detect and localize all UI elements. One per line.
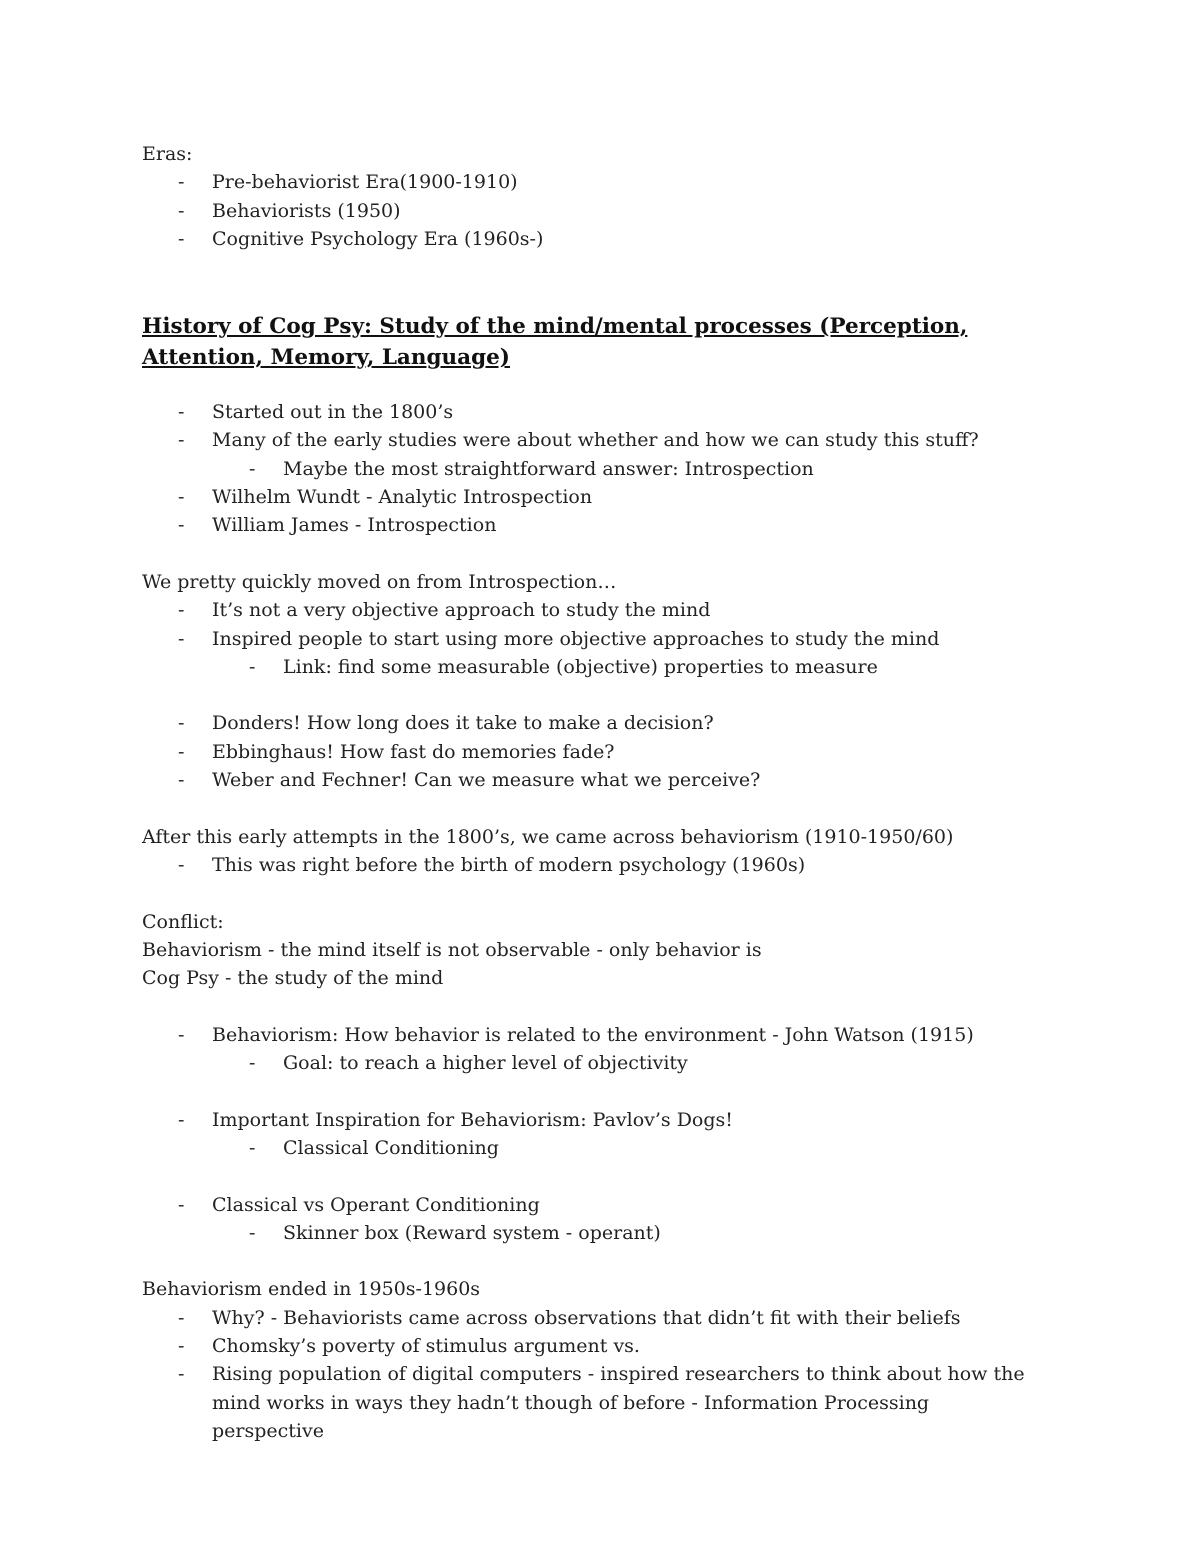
bullet-dash: - bbox=[178, 401, 185, 424]
list-item: - Classical vs Operant Conditioning bbox=[142, 1191, 1042, 1219]
bullet-dash: - bbox=[178, 171, 185, 194]
list-item: - This was right before the birth of modern psychology (1960s) bbox=[142, 851, 1042, 879]
bullet-dash: - bbox=[178, 599, 185, 622]
list-item: - Wilhelm Wundt - Analytic Introspection bbox=[142, 483, 1042, 511]
list-item: - Rising population of digital computers - inspired researchers to think about how the mind works in ways they hadn’t though of before - Information Processing perspective bbox=[142, 1360, 1042, 1445]
list-item: - Ebbinghaus! How fast do memories fade? bbox=[142, 738, 1042, 766]
bullet-dash: - bbox=[178, 853, 185, 876]
bullet-dash: - bbox=[178, 199, 185, 222]
paragraph: Cog Psy - the study of the mind bbox=[142, 967, 444, 990]
sub-list-item: - Skinner box (Reward system - operant) bbox=[142, 1219, 1042, 1247]
bullet-dash: - bbox=[178, 627, 185, 650]
list-item: - Why? - Behaviorists came across observations that didn’t fit with their beliefs bbox=[142, 1304, 1042, 1332]
bullet-dash: - bbox=[249, 1136, 256, 1159]
list-item: - Cognitive Psychology Era (1960s-) bbox=[142, 225, 1042, 253]
bullet-dash: - bbox=[178, 1334, 185, 1357]
paragraph: Behaviorism ended in 1950s-1960s bbox=[142, 1278, 481, 1301]
sub-list-item: - Classical Conditioning bbox=[142, 1134, 1042, 1162]
bullet-dash: - bbox=[178, 1108, 185, 1131]
bullet-dash: - bbox=[249, 655, 256, 678]
bullet-dash: - bbox=[178, 514, 185, 537]
bullet-dash: - bbox=[178, 769, 185, 792]
bullet-dash: - bbox=[178, 486, 185, 509]
list-item: - Donders! How long does it take to make a decision? bbox=[142, 709, 1042, 737]
bullet-dash: - bbox=[178, 1363, 185, 1386]
paragraph: Behaviorism - the mind itself is not observable - only behavior is bbox=[142, 938, 762, 961]
document-body bbox=[142, 140, 1042, 1445]
list-item: - Behaviorism: How behavior is related to the environment - John Watson (1915) bbox=[142, 1021, 1042, 1049]
list-item: - Behaviorists (1950) bbox=[142, 197, 1042, 225]
sub-list-item: - Maybe the most straightforward answer: Introspection bbox=[142, 455, 1042, 483]
conflict-label: Conflict: bbox=[142, 910, 224, 933]
list-item: - William James - Introspection bbox=[142, 511, 1042, 539]
bullet-dash: - bbox=[178, 227, 185, 250]
bullet-dash: - bbox=[178, 1306, 185, 1329]
bullet-dash: - bbox=[249, 1221, 256, 1244]
eras-label: Eras: bbox=[142, 143, 193, 165]
paragraph: We pretty quickly moved on from Introspection… bbox=[142, 570, 617, 593]
bullet-dash: - bbox=[249, 457, 256, 480]
sub-list-item: - Goal: to reach a higher level of objectivity bbox=[142, 1049, 1042, 1077]
list-item: - Chomsky’s poverty of stimulus argument vs. bbox=[142, 1332, 1042, 1360]
bullet-dash: - bbox=[178, 740, 185, 763]
bullet-dash: - bbox=[178, 1023, 185, 1046]
list-item: - Weber and Fechner! Can we measure what we perceive? bbox=[142, 766, 1042, 794]
list-item: - Inspired people to start using more objective approaches to study the mind bbox=[142, 625, 1042, 653]
list-item: - Many of the early studies were about whether and how we can study this stuff? bbox=[142, 426, 1042, 454]
list-item: - Pre-behaviorist Era(1900-1910) bbox=[142, 168, 1042, 196]
list-item: - It’s not a very objective approach to study the mind bbox=[142, 596, 1042, 624]
bullet-dash: - bbox=[178, 712, 185, 735]
bullet-dash: - bbox=[178, 429, 185, 452]
list-item: - Important Inspiration for Behaviorism: Pavlov’s Dogs! bbox=[142, 1106, 1042, 1134]
bullet-dash: - bbox=[178, 1193, 185, 1216]
bullet-dash: - bbox=[249, 1052, 256, 1075]
list-item: - Started out in the 1800’s bbox=[142, 398, 1042, 426]
sub-list-item: - Link: find some measurable (objective) properties to measure bbox=[142, 653, 1042, 681]
section-heading: History of Cog Psy: Study of the mind/mental processes (Perception, Attention, Memory, Language) bbox=[142, 314, 968, 371]
paragraph: After this early attempts in the 1800’s, we came across behaviorism (1910-1950/60) bbox=[142, 825, 954, 848]
